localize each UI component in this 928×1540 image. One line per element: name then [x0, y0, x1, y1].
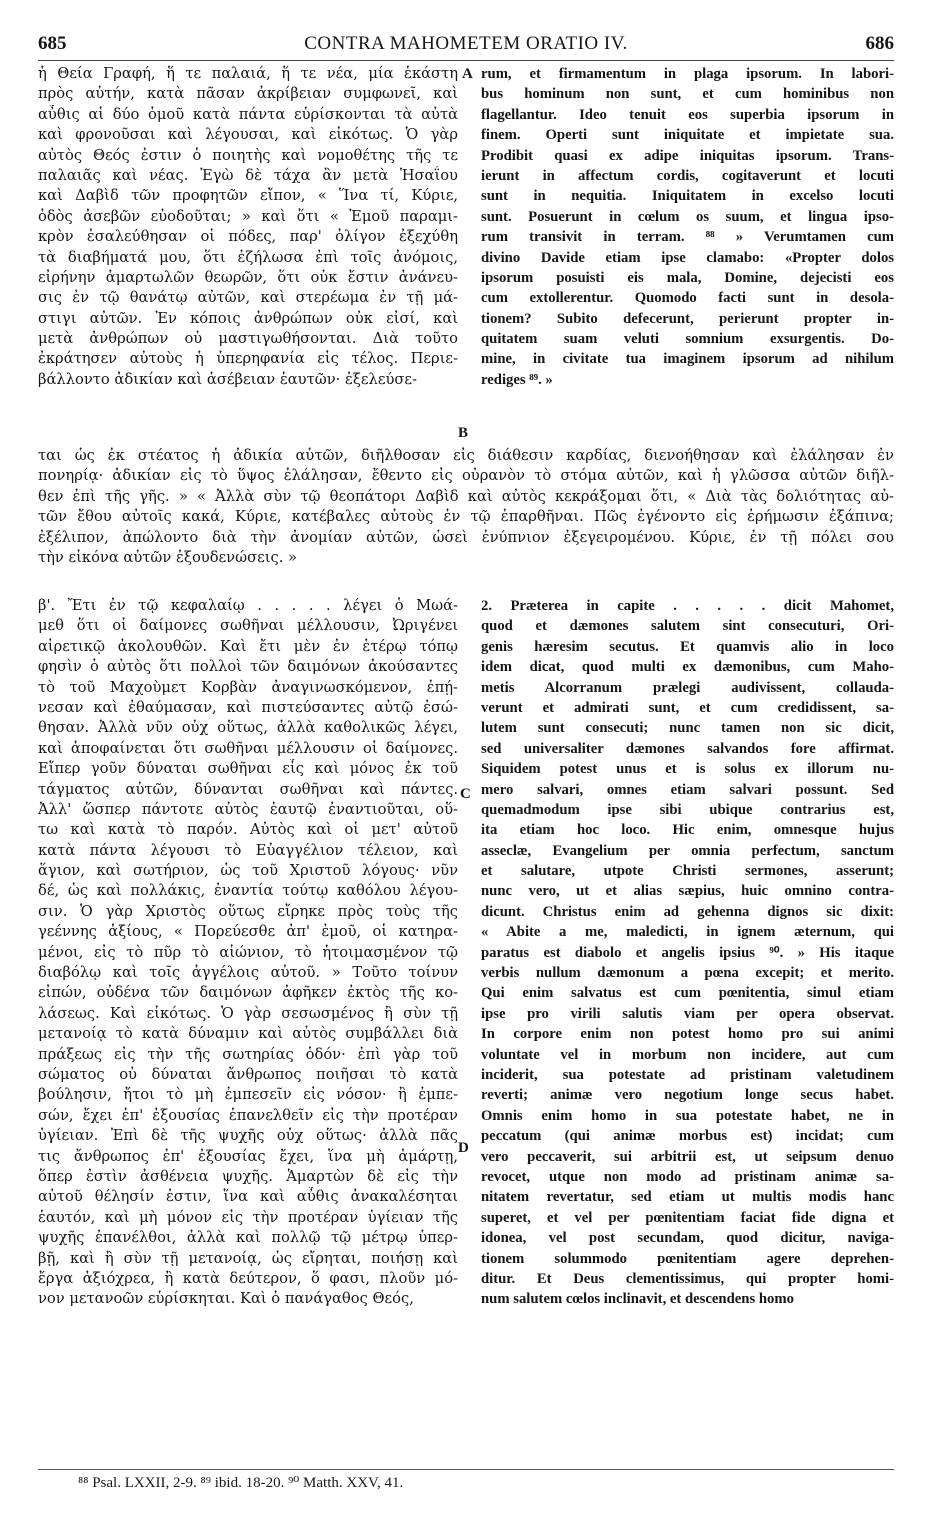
text-line: Siquidem potest unus et is solus ex illorum nu- [481, 761, 894, 778]
text-line: μένοι, εἰς τὸ πῦρ τὸ αἰώνιον, τὸ ἡτοιμασμένον τῷ [38, 943, 458, 961]
text-line: μετανοίᾳ τὸ κατὰ δύναμιν καὶ αὐτὸς συμβάλλει διὰ [38, 1025, 458, 1043]
text-line: μεθ ὅτι οἱ δαίμονες σωθῆναι μέλλουσιν, Ὠριγένει [38, 617, 458, 635]
text-line: ipse pro virili salutis viam per opera observat. [481, 1005, 894, 1022]
text-line: rum, et firmamentum in plaga ipsorum. In labori- [481, 66, 894, 82]
running-title: CONTRA MAHOMETEM ORATIO IV. [304, 33, 628, 54]
text-line: divino Davide etiam ipse clamabo: «Propter dolos [481, 249, 894, 266]
margin-letter-b: B [458, 425, 469, 441]
text-line: verbis nullum dæmonum a pœna excepit; et merito. [481, 965, 894, 982]
text-line: metis Alcorranum prælegi audivissent, collauda- [481, 679, 894, 696]
text-line: β'. Ἔτι ἐν τῷ κεφαλαίῳ . . . . . λέγει ὁ Μωά- [38, 597, 458, 614]
text-line: σών, ἔχει ἐπ' ἐξουσίας ἐπανελθεῖν εἰς τὴν προτέραν [38, 1106, 458, 1124]
text-line: sunt in nequitia. Iniquitatem in excelso locuti [481, 188, 894, 205]
text-line: asseclæ, Evangelium per omnia perfectum, sanctum [481, 842, 894, 859]
text-line: ται ὡς ἐκ στέατος ἡ ἀδικία αὐτῶν, διῆλθοσαν εἰς διάθεσιν καρδίας, διενοήθησαν καὶ ἐλάλησαν ἐν [38, 447, 894, 464]
text-line: μετὰ ἀνθρώπων οὐ μαστιγωθήσονται. Διὰ τοῦτο [38, 330, 458, 348]
text-line: νον μετανοῶν εὑρίσκηται. Καὶ ὁ πανάγαθος Θεός, [38, 1290, 414, 1308]
text-line: Ἀλλ' ὥσπερ πάντοτε αὐτὸς ἑαυτῷ ἐναντιοῦται, οὕ- [38, 800, 458, 818]
text-line: finem. Operti sunt iniquitate et impietate sua. [481, 127, 894, 144]
text-line: tionem? Subito defecerunt, perierunt propter in- [481, 310, 894, 327]
text-line: In corpore enim non potest homo pro sui animi [481, 1026, 894, 1043]
text-line: τὴν εἰκόνα αὐτῶν ἐξουδενώσεις. » [38, 548, 298, 566]
text-line: παλαιᾶς καὶ νέας. Ἐγὼ δὲ τάχα ἂν μετὰ Ἡσαΐου [38, 166, 458, 184]
text-line: reverti; animæ vero negotium longe secus habet. [481, 1087, 894, 1104]
text-line: πράξεως εἰς τὴν τῆς σωτηρίας ὁδόν· ἐπὶ γὰρ τοῦ [38, 1045, 458, 1063]
text-line: στιγι αὐτῶν. Ἐν κόποις ἀνθρώπων οὐκ εἰσί, καὶ [38, 309, 458, 327]
text-line: mero salvari, omnes etiam salvari possunt. Sed [481, 781, 894, 798]
text-line: ἡ Θεία Γραφή, ἥ τε παλαιά, ἥ τε νέα, μία ἑκάστη [38, 65, 458, 82]
text-line: αὖθις αἱ δύο ὁμοῦ κατὰ πάντα εὑρίσκονται τὰ αὐτὰ [38, 105, 458, 123]
text-line: αἱρετικῷ ἀκολουθῶν. Καὶ ἔτι μὲν ἐν ἑτέρῳ τόπῳ [38, 637, 458, 655]
text-line: τῶν ἔθου αὐτοῖς κακά, Κύριε, κατέβαλες αὐτοὺς ἐν τῷ ἐπαρθῆναι. Πῶς ἐγένοντο εἰς ἐρήμωσιν ἐξάπινα; [38, 508, 894, 526]
text-line: σις ἐν τῷ θανάτῳ αὐτῶν, καὶ στερέωμα ἐν τῇ μά- [38, 289, 458, 307]
text-line: tionem solummodo pœnitentiam agere deprehen- [481, 1250, 894, 1267]
text-line: ἔργα ἀξιόχρεα, ἢ κατὰ δεύτερον, ὅ φασι, πλοῦν μό- [38, 1269, 458, 1287]
latin-column-bottom [481, 596, 894, 1310]
text-line: ipsorum posuisti eis mala, Domine, dejecisti eos [481, 269, 894, 286]
text-line: Prodibit quasi ex adipe iniquitas ipsorum. Trans- [481, 147, 894, 164]
text-line: σώματος οὐ δύναται ἄνθρωπος ποιῆσαι τὸ κατὰ [38, 1065, 458, 1083]
text-line: nunc vero, ut et alias sæpius, huic omnino contra- [481, 883, 894, 900]
text-line: δέ, ὡς καὶ πολλάκις, ἐναντία τούτῳ καθόλου λέγου- [38, 882, 458, 900]
text-line: βῇ, καὶ ἢ σὺν τῇ μετανοίᾳ, ὡς εἴρηται, ποιήσῃ καὶ [38, 1249, 458, 1267]
text-line: rum transivit in terram. ⁸⁸ » Verumtamen cum [481, 229, 894, 246]
greek-column-bottom [38, 596, 458, 1310]
text-line: γεέννης ἀξίους, « Πορεύεσθε ἀπ' ἐμοῦ, οἱ κατηρα- [38, 923, 458, 941]
text-line: sed universaliter dæmones salvandos fore affirmat. [481, 740, 894, 757]
text-line: αὐτοῦ θέλησίν ἐστιν, ἵνα καὶ αὖθις ἀνακαλέσηται [38, 1188, 458, 1206]
text-line: rediges ⁸⁹. » [481, 371, 553, 388]
text-line: vero peccaverit, sui arbitrii est, ut seipsum denuo [481, 1148, 894, 1165]
text-line: ψυχῆς ἐπανέλθοι, ἀλλὰ καὶ πολλῷ τῷ μέτρῳ ὑπερ- [38, 1229, 458, 1247]
text-line: νεσαν καὶ ἐθαύμασαν, καὶ πιστεύσαντες αὐτῷ ἐσώ- [38, 698, 458, 716]
text-line: quemadmodum ipse sibi ubique contrarius est, [481, 801, 894, 818]
text-line: num salutem cœlos inclinavit, et descendens homo [481, 1291, 794, 1308]
text-line: et salutare, utpote Christi sermones, asserunt; [481, 863, 894, 880]
text-line: ditur. Et Deus clementissimus, qui propter homi- [481, 1270, 894, 1287]
text-line: τὸ τοῦ Μαχοὺμετ Κορβὰν ἀναγινωσκόμενον, ἐπῄ- [38, 678, 458, 696]
text-line: Εἴπερ γοῦν δύναται σωθῆναι εἷς καὶ μόνος ἐκ τοῦ [38, 760, 458, 778]
text-line: superet, et vel per pœnitentiam faciat fide digna et [481, 1209, 894, 1226]
text-line: « Abite a me, maledicti, in ignem æternum, qui [481, 924, 894, 941]
text-line: ἅγιον, καὶ σωτήριον, ὡς τοῦ Χριστοῦ λόγους· νῦν [38, 862, 458, 880]
text-line: βάλλοντο ἀδικίαν καὶ ἀσέβειαν ἑαυτῶν· ἐξελεύσε- [38, 370, 417, 388]
text-line: τάγματος αὐτῶν, δύνανται σωθῆναι καὶ πάντες. [38, 780, 458, 798]
text-line: θεν ἐπὶ τῆς γῆς. » « Ἀλλὰ σὺν τῷ θεοπάτορι Δαβὶδ καὶ αὐτὸς κεκράξομαι ὅτι, « Διὰ τὰς δολιότητας αὐ- [38, 487, 894, 505]
page-number-left: 685 [38, 33, 67, 54]
latin-column-top [481, 64, 894, 390]
text-line: θησαν. Ἀλλὰ νῦν οὐχ οὕτως, ἀλλὰ καθολικῶς λέγει, [38, 719, 458, 737]
text-line: τω καὶ κατὰ τὸ παρόν. Αὐτὸς καὶ οἱ μετ' αὐτοῦ [38, 821, 458, 839]
text-line: ὑγίειαν. Ἐπὶ δὲ τῆς ψυχῆς οὐχ οὕτως· ἀλλὰ πᾶς [38, 1127, 458, 1145]
text-line: mine, in civitate tua imaginem ipsorum ad nihilum [481, 351, 894, 368]
margin-letter-d: D [458, 1140, 469, 1156]
text-line: lutem sunt consecuti; nunc tamen non sic dicit, [481, 720, 894, 737]
text-line: εἰρήνην ἁμαρτωλῶν θεωρῶν, ὅτι οὐκ ἔστιν ἀνάνευ- [38, 268, 458, 286]
text-line: βούλησιν, ἤτοι τὸ μὴ ἐμπεσεῖν εἰς νόσον· ἢ ἐμπε- [38, 1086, 458, 1104]
text-line: πονηρίᾳ· ἀδικίαν εἰς τὸ ὕψος ἐλάλησαν, ἔθεντο εἰς οὐρανὸν τὸ στόμα αὐτῶν, καὶ ἡ γλῶσσα αὐτῶν διῆλ- [38, 467, 894, 485]
text-line: ἐξέλιπον, ἀπώλοντο διὰ τὴν ἀνομίαν αὐτῶν, ὡσεὶ ἐνύπνιον ἐξεγειρομένου. Κύριε, ἐν τῇ πόλει σου [38, 528, 894, 546]
margin-letter-a: A [462, 66, 473, 82]
text-line: idem dicat, quod multi ex dæmonibus, cum Maho- [481, 659, 894, 676]
running-header [38, 30, 894, 61]
text-line: κατὰ πάντα λέγουσι τὸ Εὐαγγέλιον τέλειον, καὶ [38, 841, 458, 859]
footnotes: ⁸⁸ Psal. LXXII, 2-9. ⁸⁹ ibid. 18-20. ⁹⁰ Matth. XXV, 41. [38, 1469, 894, 1495]
text-line: ita etiam hoc loco. Hic enim, omnesque hujus [481, 822, 894, 839]
text-line: ἐκράτησεν αὐτοὺς ἡ ὑπερηφανία εἰς τέλος. Περιε- [38, 350, 458, 368]
text-line: paratus est diabolo et angelis ipsius ⁹⁰. » His itaque [481, 944, 894, 961]
text-line: quod et dæmones salutem sint consecuturi, Ori- [481, 618, 894, 635]
text-line: φησὶν ὁ αὐτὸς ὅτι πολλοὶ τῶν δαιμόνων ἀκούσαντες [38, 658, 458, 676]
text-line: ἑαυτόν, καὶ μὴ μόνον εἰς τὴν προτέραν ὑγίειαν τῆς [38, 1208, 458, 1226]
text-line: cum extollerentur. Quomodo facti sunt in desola- [481, 290, 894, 307]
text-line: κρὸν ἐσαλεύθησαν οἱ πόδες, παρ' ὀλίγον ἐξεχύθη [38, 228, 458, 246]
greek-column-top [38, 64, 458, 390]
text-line: revocet, utque non modo ad pristinam animæ sa- [481, 1168, 894, 1185]
text-line: τις ἄνθρωπος ἐπ' ἐξουσίας ἔχει, ἵνα μὴ ἁμάρτῃ, [38, 1147, 458, 1165]
text-line: Omnis enim homo in sua potestate habet, ne in [481, 1107, 894, 1124]
page-number-right: 686 [865, 33, 894, 54]
text-line: genis hæresim secutus. Et quamvis alio in loco [481, 638, 894, 655]
text-line: verunt et admirati sunt, et cum credidissent, sa- [481, 699, 894, 716]
text-line: nitatem revertatur, sed etiam ut multis modis hanc [481, 1189, 894, 1206]
text-line: τὰ διαβήματά μου, ὅτι ἐζήλωσα ἐπὶ τοῖς ἀνόμοις, [38, 248, 458, 266]
text-line: πρὸς αὐτήν, κατὰ πᾶσαν ἀκρίβειαν συμφωνεῖ, καὶ [38, 85, 458, 103]
text-line: 2. Præterea in capite . . . . . dicit Mahomet, [481, 598, 894, 614]
greek-full-width-block [38, 446, 894, 568]
text-line: ὁδὸς ἀσεβῶν εὐοδοῦται; » καὶ ὅτι « Ἐμοῦ παραμι- [38, 207, 458, 225]
text-line: σιν. Ὁ γὰρ Χριστὸς οὕτως εἴρηκε πρὸς τοὺς τῆς [38, 902, 458, 920]
text-line: peccatum (qui animæ morbus est) incidat; cum [481, 1128, 894, 1145]
text-line: idonea, vel post secundam, quod dicitur, naviga- [481, 1230, 894, 1247]
text-line: quitatem suam veluti somnium exsurgentis. Do- [481, 331, 894, 348]
text-line: inciderit, sua potestate ad pristinam valetudinem [481, 1066, 894, 1083]
text-line: ierunt in affectum cordis, cogitaverunt et locuti [481, 167, 894, 184]
text-line: διαβόλῳ καὶ τοῖς ἀγγέλοις αὐτοῦ. » Τοῦτο τοίνυν [38, 964, 458, 982]
text-line: sunt. Posuerunt in cœlum os suum, et lingua ipso- [481, 208, 894, 225]
text-line: εἰπών, οὐδένα τῶν δαιμόνων ἀφῆκεν ἐκτὸς τῆς κο- [38, 984, 458, 1002]
text-line: bus hominum non sunt, et cum hominibus non [481, 86, 894, 103]
text-line: voluntate vel in morbum non incidere, aut cum [481, 1046, 894, 1063]
text-line: καὶ φρονοῦσαι καὶ λέγουσαι, καὶ εἰκότως. Ὁ γὰρ [38, 126, 458, 144]
text-line: flagellantur. Ideo tenuit eos superbia ipsorum in [481, 106, 894, 123]
text-line: ὅπερ ἐστὶν ἀσθένεια ψυχῆς. Ἁμαρτὼν δὲ εἰς τὴν [38, 1167, 458, 1185]
margin-letter-c: C [460, 786, 471, 802]
text-line: καὶ Δαβὶδ τῶν προφητῶν εἴπον, « Ἵνα τί, Κύριε, [38, 187, 458, 205]
text-line: dicunt. Christus enim ad gehenna dignos sic dixit: [481, 903, 894, 920]
text-line: καὶ ἀποφαίνεται ὅτι σωθῆναι μέλλουσιν οἱ δαίμονες. [38, 739, 458, 757]
text-line: αὐτὸς Θεός ἐστιν ὁ ποιητὴς καὶ νομοθέτης τῆς τε [38, 146, 458, 164]
text-line: λάσεως. Καὶ εἰκότως. Ὁ γὰρ σεσωσμένος ἢ σὺν τῇ [38, 1004, 458, 1022]
text-line: Qui enim salvatus est cum pœnitentia, simul etiam [481, 985, 894, 1002]
